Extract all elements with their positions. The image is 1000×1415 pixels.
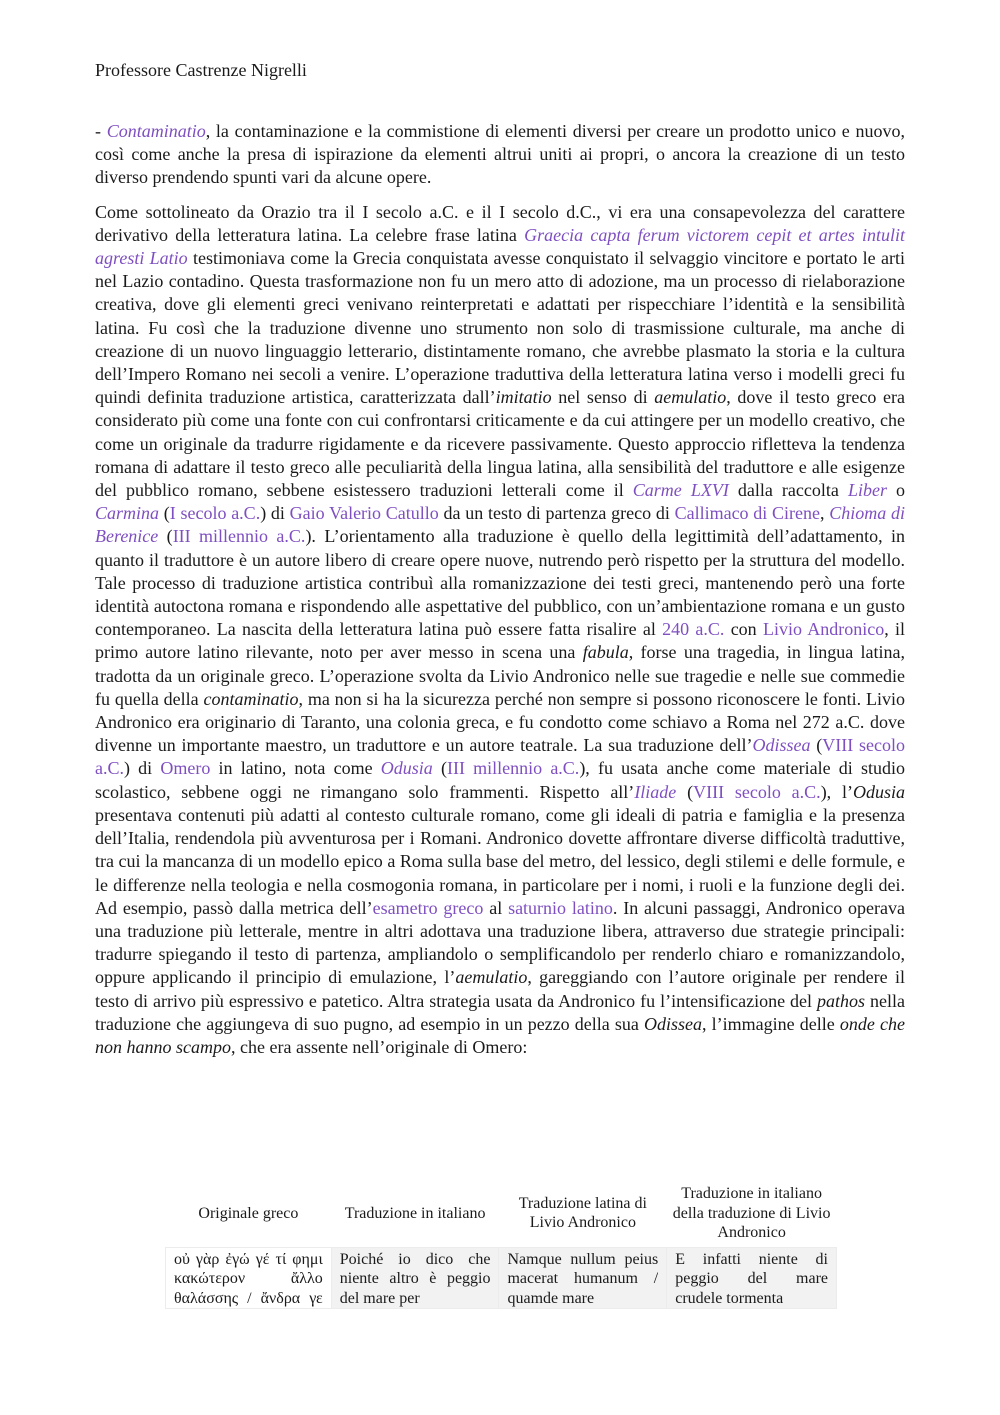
text-run: o xyxy=(886,480,906,501)
cell-text: Poiché io dico che niente altro è peggio del mare per xyxy=(339,1250,491,1307)
quote-graecia-capta: Graecia capta ferum victorem cepit et artes intulit agresti Latio xyxy=(95,224,906,269)
link-livio-andronico[interactable]: Livio Andronico xyxy=(762,619,885,640)
term-aemulatio-2: aemulatio xyxy=(455,967,528,988)
term-odusia: Odusia xyxy=(852,781,905,802)
text-run: nel senso di xyxy=(551,387,655,408)
text-run: , dove il testo greco era considerato più come una fonte con cui confrontarsi criticamente e da cui attingere per un modello creativo, che come un originale da tradurre rigidamente e da ricevere passivamente. Questo approccio rifletteva la tendenza romana di adattare il testo greco alle peculiarità della lingua latina, alla sensibilità del traduttore e alle esigenze del pubblico romano, sebbene esistessero traduzioni letterali come il xyxy=(95,387,905,501)
text-run: ), l’ xyxy=(820,781,853,802)
text-run: dalla raccolta xyxy=(728,480,848,501)
body-text xyxy=(95,120,905,1070)
text-run: ). L’orientamento alla traduzione è quello della legittimità dell’adattamento, in quanto il traduttore è un autore libero di creare opere nuove, nutrendo però rispetto per la struttura del modello. Tale processo di traduzione artistica contribuì alla romanizzazione dei testi greci, mantenendo però una forte identità autoctona romana e rispondendo alle aspettative del pubblico, con un’ambientazione romana e un gusto contemporaneo. La nascita della letteratura latina può essere fatta risalire al xyxy=(95,526,906,640)
text-run: . In alcuni passaggi, Andronico operava una traduzione più letterale, mentre in altri adottava una traduzione libera, attraverso due strategie principali: tradurre spiegando il testo di partenza, ampliandolo o semplificandolo per renderlo chiaro e romanizzandolo, oppure applicando il principio di emulazione, l’ xyxy=(95,897,905,988)
term-imitatio: imitatio xyxy=(495,387,552,408)
cell-text: E infatti niente di peggio del mare crudele tormenta xyxy=(675,1250,828,1307)
cell-text: Namque nullum peius macerat humanum / quamde mare xyxy=(507,1250,659,1307)
link-omero[interactable]: Omero xyxy=(160,758,211,779)
link-esametro-greco[interactable]: esametro greco xyxy=(372,897,484,918)
link-odissea[interactable]: Odissea xyxy=(752,735,811,756)
link-iliade[interactable]: Iliade xyxy=(634,781,677,802)
table-cell-italian-of-latin xyxy=(667,1247,837,1308)
text-run: ( xyxy=(810,735,823,756)
text-run: , l’immagine delle xyxy=(702,1013,840,1034)
text-run: , che era assente nell’originale di Omero: xyxy=(231,1036,528,1057)
link-catullo[interactable]: Gaio Valerio Catullo xyxy=(289,503,439,524)
text-run: ( xyxy=(159,503,170,524)
paragraph-contaminatio xyxy=(95,120,905,190)
text-run: - xyxy=(95,121,107,141)
text-run: , forse una tragedia, in lingua latina, tradotta da un originale greco. L’operazione svolta da Livio Andronico nelle sue tragedie e nelle sue commedie fu quella della xyxy=(95,642,905,709)
text-run: in latino, nota come xyxy=(210,758,381,779)
text-run: testimoniava come la Grecia conquistata avesse conquistato il selvaggio vincitore e portato le arti nel Lazio contadino. Questa trasformazione non fu un mero atto di adozione, ma un processo di rielaborazione creativa, dove gli elementi greci venivano reinterpretati e adattati per rispecchiare l’identità e la sensibilità latina. Fu così che la traduzione divenne uno strumento non solo di trasmissione culturale, ma anche di creazione di un nuovo linguaggio letterario, distintamente romano, che avrebbe plasmato la storia e la cultura dell’Impero Romano nei secoli a venire. L’operazione traduttiva della letteratura latina verso i modelli greci fu quindi definita traduzione artistica, caratterizzata dall’ xyxy=(95,248,905,408)
link-viii-secolo-ac[interactable]: VIII secolo a.C. xyxy=(95,735,905,779)
text-run: ) di xyxy=(124,758,161,779)
text-run: , il primo autore latino rilevante, noto per aver messo in scena una xyxy=(95,619,905,663)
table-cell-latin xyxy=(499,1247,667,1308)
table-cell-greek xyxy=(166,1247,332,1308)
column-header-originale-greco: Originale greco xyxy=(198,1204,299,1222)
text-run: presentava contenuti più adatti al contesto culturale romano, come gli ideali di patria e famiglia e la presenza dell’Italia, rendendola più avventurosa per i Romani. Andronico dovette affrontare diverse difficoltà traduttive, tra cui la mancanza di un modello epico a Roma sulla base del metro, del lessico, degli stilemi e delle formule, e le differenze nella teologia e nella cosmogonia romana, in particolare per i nomi, i ruoli e la funzione degli dei. Ad esempio, passò dalla metrica dell’ xyxy=(95,804,905,918)
term-aemulatio: aemulatio xyxy=(654,387,727,408)
cell-text: οὐ γὰρ ἐγώ γέ τί φημι κακώτερον ἄλλο θαλάσσης / ἄνδρα γε xyxy=(174,1250,323,1307)
term-pathos: pathos xyxy=(817,990,866,1011)
term-odissea: Odissea xyxy=(644,1013,703,1034)
link-chioma-di-berenice[interactable]: Chioma di Berenice xyxy=(95,503,905,547)
column-header-traduzione-della-traduzione: Traduzione in italiano della traduzione di Livio Andronico xyxy=(672,1185,831,1241)
link-saturnio-latino[interactable]: saturnio latino xyxy=(508,897,613,918)
column-header-traduzione-latina: Traduzione latina di Livio Andronico xyxy=(518,1194,647,1232)
text-run: Come sottolineato da Orazio tra il I secolo a.C. e il I secolo d.C., vi era una consapevolezza del carattere derivativo della letteratura latina. La celebre frase latina xyxy=(95,201,905,245)
text-run: con xyxy=(724,619,763,640)
text-run: al xyxy=(483,897,509,918)
table-row xyxy=(166,1247,837,1308)
text-run: ( xyxy=(432,758,447,779)
link-iii-millennio-ac-2[interactable]: III millennio a.C. xyxy=(446,758,580,779)
text-run: nella traduzione che aggiungeva di suo pugno, ad esempio in un pezzo della sua xyxy=(95,990,905,1034)
table-header-row xyxy=(166,1180,837,1247)
text-run: ), fu usata anche come materiale di studio scolastico, sebbene oggi ne rimangano solo frammenti. Rispetto all’ xyxy=(95,758,905,802)
text-run: ) di xyxy=(260,503,290,524)
link-carme-lxvi[interactable]: Carme LXVI xyxy=(632,480,729,501)
link-carmina[interactable]: Carmina xyxy=(95,503,160,524)
link-i-secolo-ac[interactable]: I secolo a.C. xyxy=(169,503,261,524)
term-contaminatio-2: contaminatio xyxy=(203,688,299,709)
link-liber[interactable]: Liber xyxy=(847,480,887,501)
link-viii-secolo-ac-2[interactable]: VIII secolo a.C. xyxy=(693,781,821,802)
table-cell-italian xyxy=(331,1247,499,1308)
paragraph-main xyxy=(95,201,905,1060)
link-odusia[interactable]: Odusia xyxy=(380,758,433,779)
term-onde-che-non-hanno-scampo: onde che non hanno scampo xyxy=(95,1013,906,1057)
column-header-traduzione-italiano: Traduzione in italiano xyxy=(344,1204,486,1222)
text-run: da un testo di partenza greco di xyxy=(438,503,675,524)
link-240-ac[interactable]: 240 a.C. xyxy=(662,619,725,640)
text-run: , ma non si ha la sicurezza perché non sempre si possono riconoscere le fonti. Livio Andronico era originario di Taranto, una colonia greca, e fu condotto come schiavo a Roma nel 272 a.C. dove divenne un importante maestro, un traduttore e un autore teatrale. La sua traduzione dell’ xyxy=(95,688,905,756)
text-run: , la contaminazione e la commistione di elementi diversi per creare un prodotto unico e nuovo, così come anche la presa di ispirazione da elementi altrui uniti ai propri, o ancora la creazione di un testo diverso prendendo spunti vari da alcune opere. xyxy=(95,121,905,188)
page-header-author: Professore Castrenze Nigrelli xyxy=(95,60,307,80)
link-callimaco[interactable]: Callimaco di Cirene xyxy=(674,503,821,524)
text-run: , gareggiando con l’autore originale per rendere il testo di arrivo più espressivo e patetico. Altra strategia usata da Andronico fu l’intensificazione del xyxy=(95,967,905,1011)
link-iii-millennio-ac[interactable]: III millennio a.C. xyxy=(172,526,306,547)
translation-comparison-table xyxy=(165,1180,837,1309)
text-run: , xyxy=(820,503,830,524)
text-run: ( xyxy=(676,781,694,802)
term-fabula: fabula xyxy=(582,642,629,663)
term-contaminatio: Contaminatio xyxy=(106,121,206,141)
text-run: ( xyxy=(158,526,173,547)
